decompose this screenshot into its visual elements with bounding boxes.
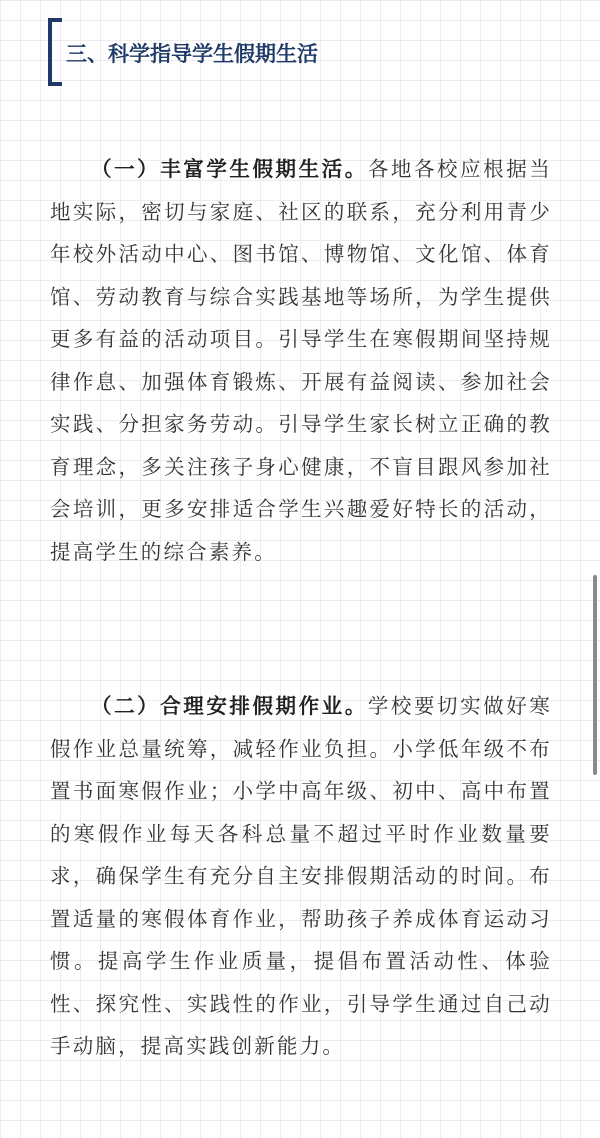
paragraph-enrich-holiday-life xyxy=(50,148,552,573)
scrollbar-thumb[interactable] xyxy=(593,575,597,775)
section-title: 三、科学指导学生假期生活 xyxy=(66,42,318,66)
section-heading xyxy=(48,18,388,88)
paragraph-body: 学校要切实做好寒假作业总量统筹，减轻作业负担。小学低年级不布置书面寒假作业；小学中高年级、初中、高中布置的寒假作业每天各科总量不超过平时作业数量要求，确保学生有充分自主安排假期活动的时间。布置适量的寒假体育作业，帮助孩子养成体育运动习惯。提高学生作业质量，提倡布置活动性、体验性、探究性、实践性的作业，引导学生通过自己动手动脑，提高实践创新能力。 xyxy=(50,694,552,1058)
paragraph-holiday-homework xyxy=(50,685,552,1068)
paragraph-body: 各地各校应根据当地实际，密切与家庭、社区的联系，充分利用青少年校外活动中心、图书馆、博物馆、文化馆、体育馆、劳动教育与综合实践基地等场所，为学生提供更多有益的活动项目。引导学生在寒假期间坚持规律作息、加强体育锻炼、开展有益阅读、参加社会实践、分担家务劳动。引导学生家长树立正确的教育理念，多关注孩子身心健康，不盲目跟风参加社会培训，更多安排适合学生兴趣爱好特长的活动，提高学生的综合素养。 xyxy=(50,157,552,564)
paragraph-lead: （一）丰富学生假期生活。 xyxy=(91,157,368,181)
paragraph-lead: （二）合理安排假期作业。 xyxy=(91,694,368,718)
heading-bracket xyxy=(48,18,62,86)
